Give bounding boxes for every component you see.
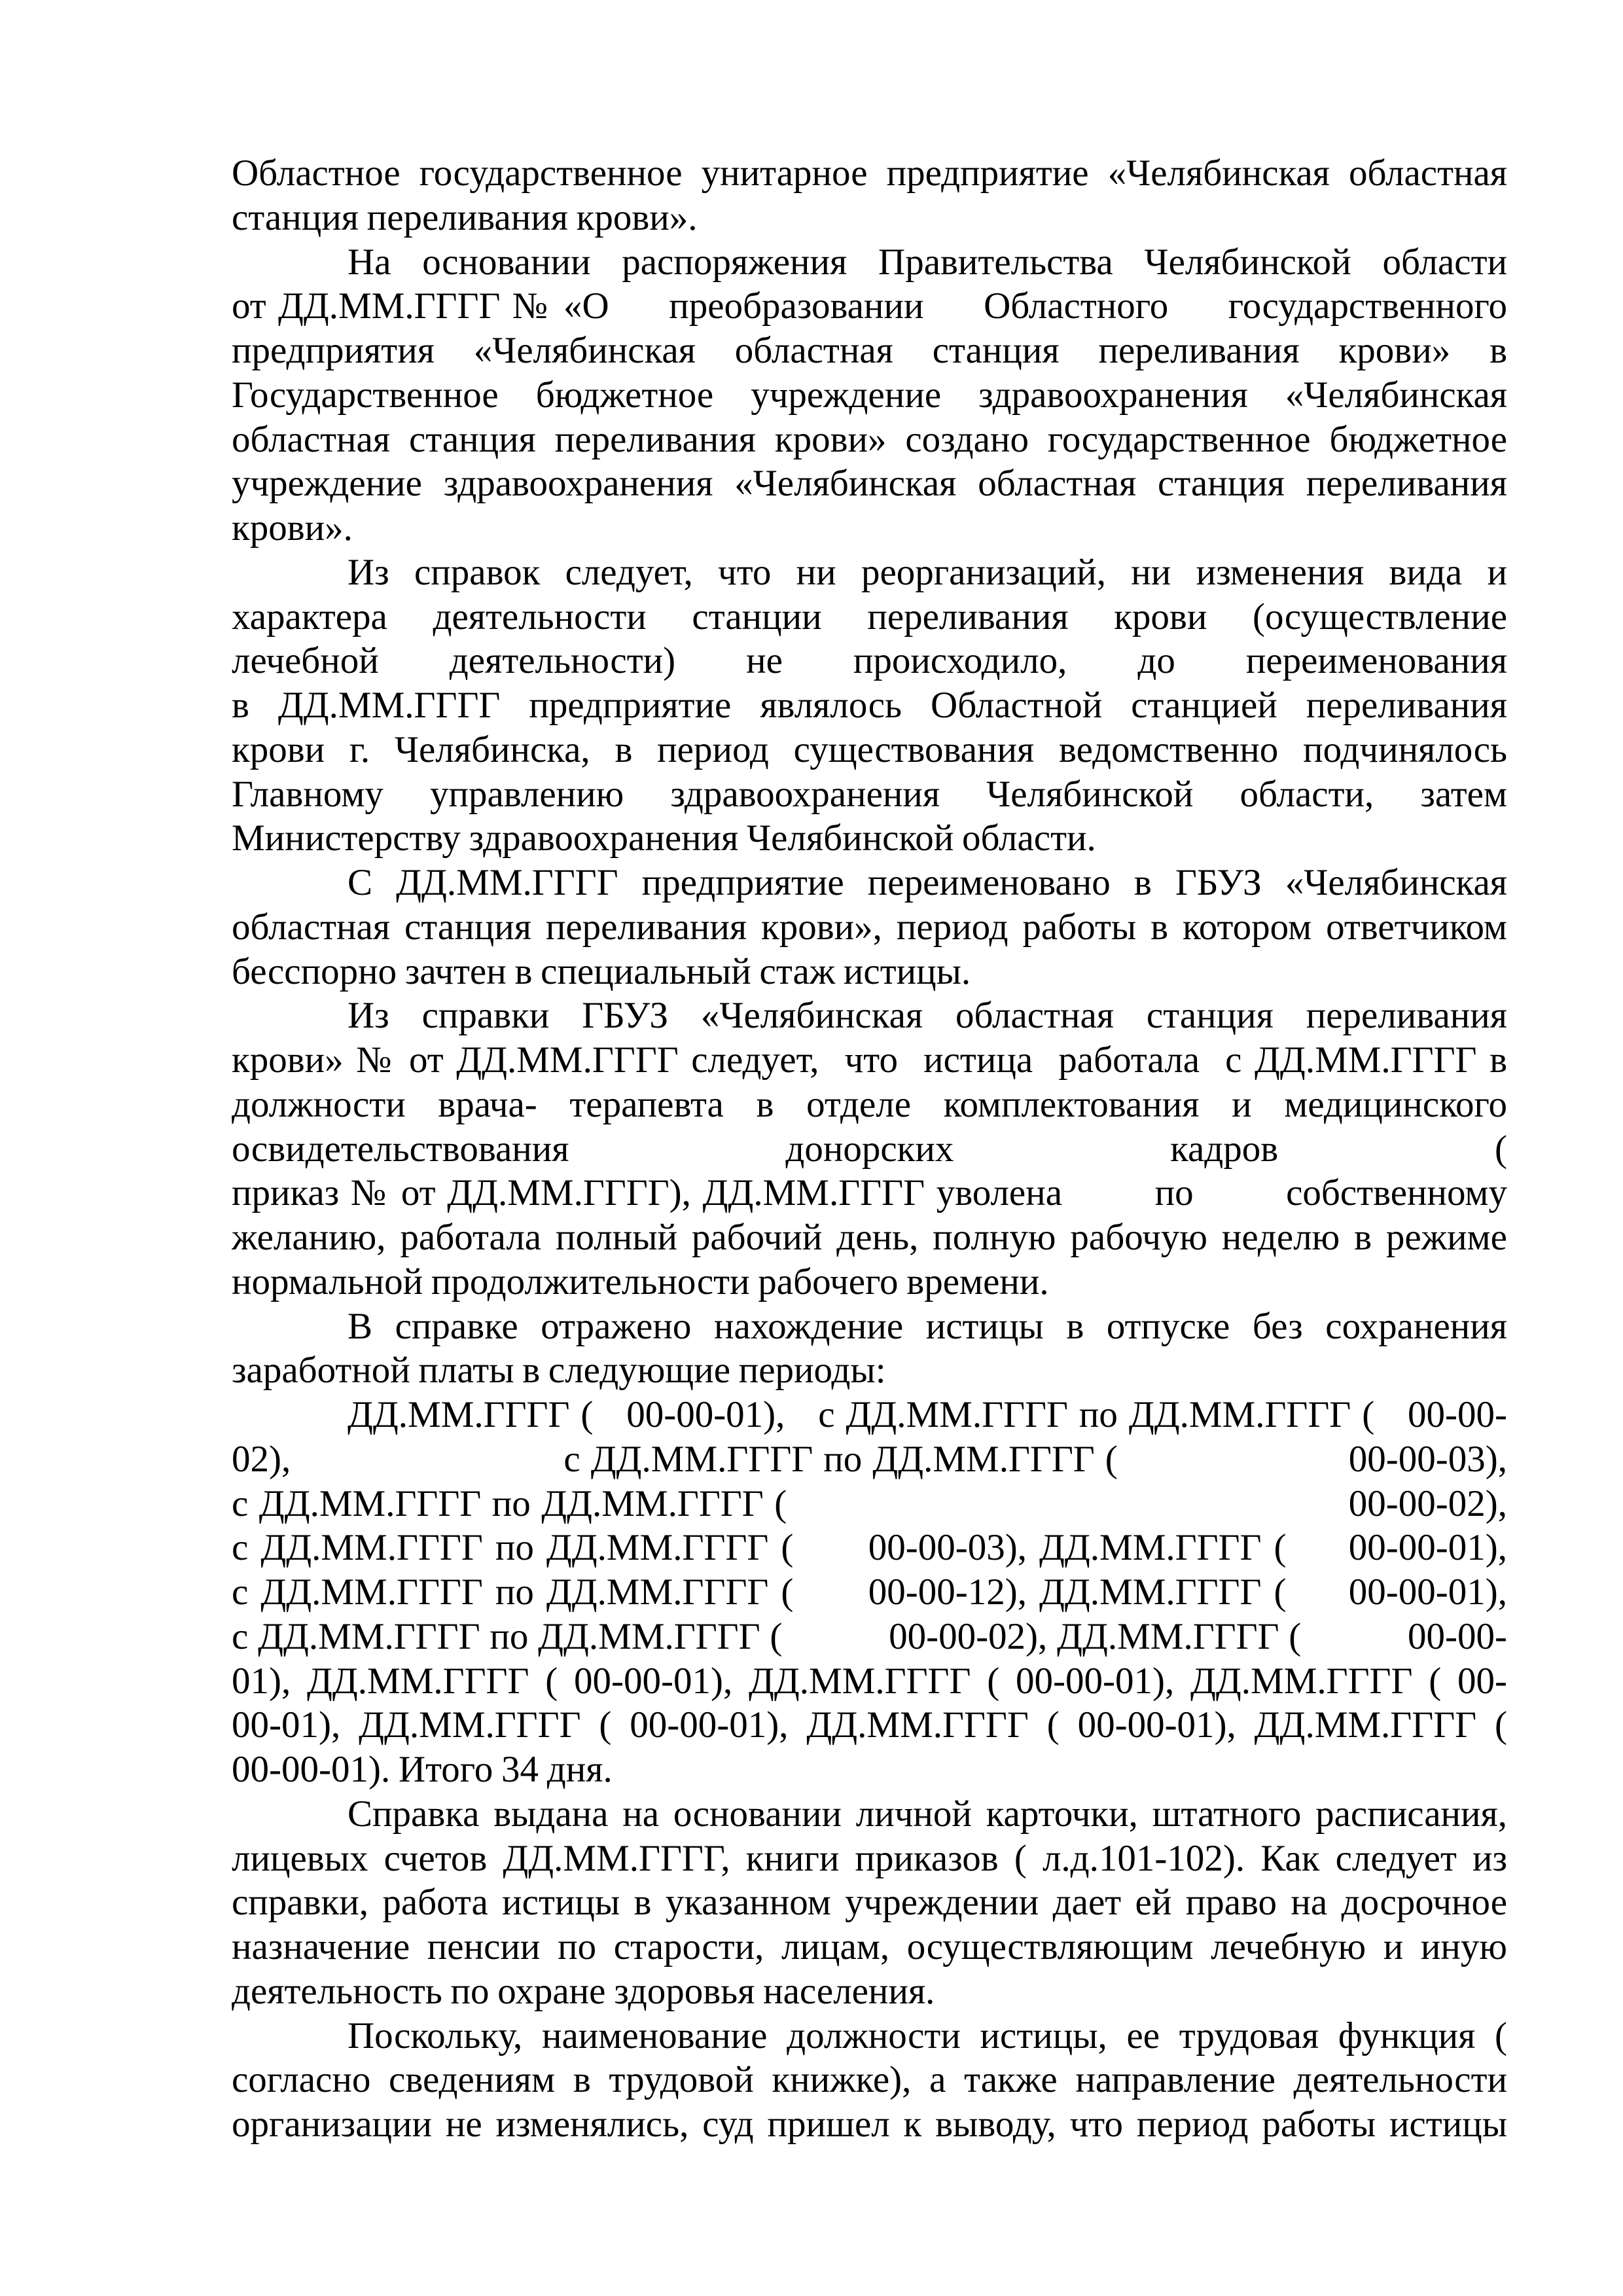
text-line: В справке отражено нахождение истицы в отпуске без сохранения	[348, 1305, 1507, 1347]
text-line: 02), с ДД.ММ.ГГГГ по ДД.ММ.ГГГГ ( 00-00-03),	[232, 1438, 1507, 1480]
text-line: характера деятельности станции переливания крови (осуществление	[232, 596, 1507, 637]
text-line: справки, работа истицы в указанном учреждении дает ей право на досрочное	[232, 1882, 1507, 1924]
text-line: Областное государственное унитарное предприятие «Челябинская областная	[232, 152, 1507, 194]
text-line: назначение пенсии по старости, лицам, осуществляющим лечебную и иную	[232, 1926, 1507, 1967]
text-line: в ДД.ММ.ГГГГ предприятие являлось Областной станцией переливания	[232, 685, 1507, 726]
text-line: Министерству здравоохранения Челябинской области.	[232, 817, 1096, 859]
text-line: С ДД.ММ.ГГГГ предприятие переименовано в ГБУЗ «Челябинская	[348, 862, 1507, 903]
text-line: освидетельствования донорских кадров (	[232, 1128, 1507, 1170]
text-line: Справка выдана на основании личной карточки, штатного расписания,	[348, 1793, 1507, 1835]
text-line: предприятия «Челябинская областная станция переливания крови» в	[232, 330, 1507, 371]
text-line: крови г. Челябинска, в период существования ведомственно подчинялось	[232, 728, 1507, 770]
text-line: должности врача- терапевта в отделе комплектования и медицинского	[232, 1083, 1507, 1125]
text-line: от ДД.ММ.ГГГГ № «О преобразовании Областного государственного	[232, 285, 1507, 327]
text-line: 00-01), ДД.ММ.ГГГГ ( 00-00-01), ДД.ММ.ГГГГ ( 00-00-01), ДД.ММ.ГГГГ (	[232, 1704, 1507, 1746]
text-line: На основании распоряжения Правительства Челябинской области	[348, 241, 1507, 283]
text-line: деятельность по охране здоровья населения.	[232, 1970, 935, 2012]
text-line: Из справки ГБУЗ «Челябинская областная станция переливания	[348, 995, 1507, 1037]
text-line: областная станция переливания крови» создано государственное бюджетное	[232, 418, 1507, 460]
text-line: желанию, работала полный рабочий день, полную рабочую неделю в режиме	[232, 1217, 1507, 1258]
text-line: 01), ДД.ММ.ГГГГ ( 00-00-01), ДД.ММ.ГГГГ ( 00-00-01), ДД.ММ.ГГГГ ( 00-	[232, 1660, 1507, 1702]
text-line: лечебной деятельности) не происходило, до переименования	[232, 640, 1507, 682]
text-line: бесспорно зачтен в специальный стаж истицы.	[232, 950, 971, 992]
text-line: нормальной продолжительности рабочего времени.	[232, 1261, 1049, 1302]
text-line: Из справок следует, что ни реорганизаций, ни изменения вида и	[348, 551, 1507, 593]
text-line: крови» № от ДД.ММ.ГГГГ следует, что истица работала с ДД.ММ.ГГГГ в	[232, 1039, 1507, 1081]
text-line: учреждение здравоохранения «Челябинская областная станция переливания	[232, 463, 1507, 505]
text-line: Главному управлению здравоохранения Челябинской области, затем	[232, 773, 1507, 815]
document-body	[232, 151, 1507, 2147]
text-line: с ДД.ММ.ГГГГ по ДД.ММ.ГГГГ ( 00-00-12), ДД.ММ.ГГГГ ( 00-00-01),	[232, 1571, 1507, 1613]
text-line: лицевых счетов ДД.ММ.ГГГГ, книги приказов ( л.д.101-102). Как следует из	[232, 1837, 1507, 1879]
text-line: с ДД.ММ.ГГГГ по ДД.ММ.ГГГГ ( 00-00-03), ДД.ММ.ГГГГ ( 00-00-01),	[232, 1527, 1507, 1569]
text-line: ДД.ММ.ГГГГ ( 00-00-01), с ДД.ММ.ГГГГ по ДД.ММ.ГГГГ ( 00-00-	[348, 1394, 1507, 1435]
text-line: крови».	[232, 507, 353, 548]
text-line: с ДД.ММ.ГГГГ по ДД.ММ.ГГГГ ( 00-00-02),	[232, 1482, 1507, 1524]
text-line: Государственное бюджетное учреждение здравоохранения «Челябинская	[232, 374, 1507, 416]
text-line: с ДД.ММ.ГГГГ по ДД.ММ.ГГГГ ( 00-00-02), ДД.ММ.ГГГГ ( 00-00-	[232, 1615, 1507, 1657]
text-line: приказ № от ДД.ММ.ГГГГ), ДД.ММ.ГГГГ уволена по собственному	[232, 1172, 1507, 1214]
text-line: Поскольку, наименование должности истицы, ее трудовая функция (	[348, 2015, 1507, 2056]
text-line: областная станция переливания крови», период работы в котором ответчиком	[232, 906, 1507, 948]
text-line: станция переливания крови».	[232, 196, 698, 238]
text-line: 00-00-01). Итого 34 дня.	[232, 1749, 613, 1790]
text-line: заработной платы в следующие периоды:	[232, 1350, 886, 1391]
text-line: согласно сведениям в трудовой книжке), а также направление деятельности	[232, 2059, 1507, 2101]
text-line: организации не изменялись, суд пришел к выводу, что период работы истицы	[232, 2104, 1507, 2145]
